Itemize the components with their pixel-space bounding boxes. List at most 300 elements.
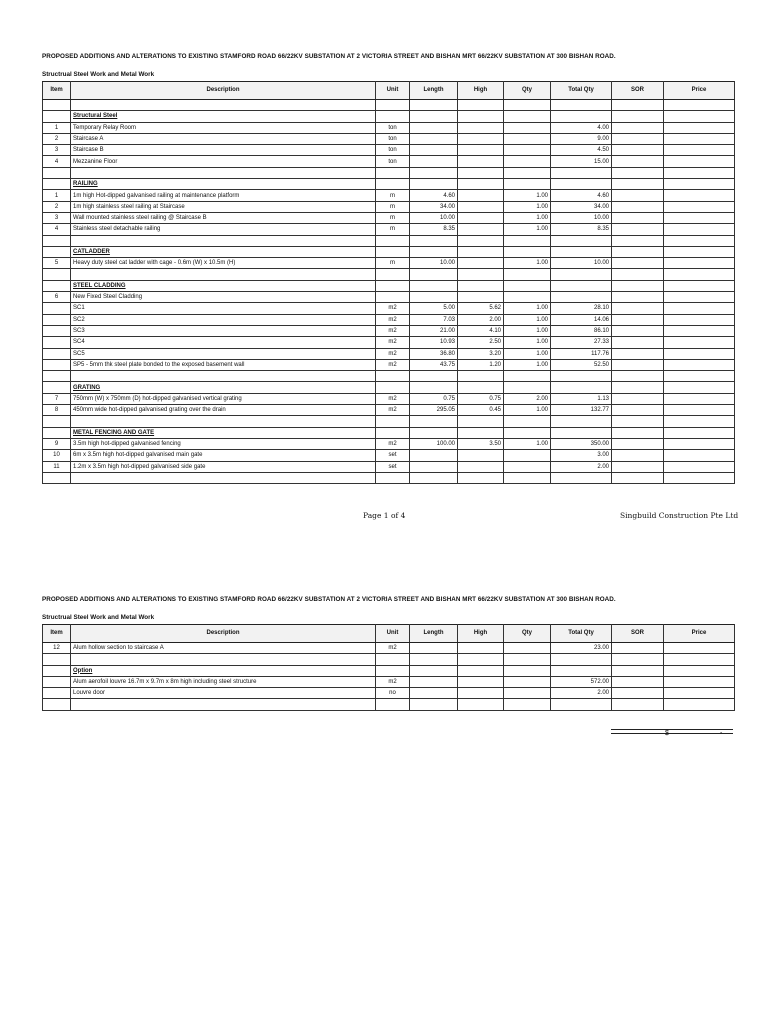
- cell-desc: 750mm (W) x 750mm (D) hot-dipped galvanised vertical grating: [71, 393, 376, 404]
- cell-empty: [612, 145, 664, 156]
- cell-high: [458, 472, 504, 483]
- cell-empty: [612, 212, 664, 223]
- cell-empty: [612, 280, 664, 291]
- cell-unit: [376, 416, 410, 427]
- cell-qty: [504, 688, 551, 699]
- cell-empty: [664, 688, 735, 699]
- table-body: [43, 643, 735, 711]
- cell-length: [410, 100, 458, 111]
- cell-unit: ton: [376, 145, 410, 156]
- grand-total-value: -: [720, 730, 723, 737]
- cell-length: [410, 280, 458, 291]
- cell-high: [458, 382, 504, 393]
- table-row: [43, 258, 735, 269]
- cell-total: 117.76: [551, 348, 612, 359]
- table-row: [43, 201, 735, 212]
- cell-desc: Heavy duty steel cat ladder with cage - 0.6m (W) x 10.5m (H): [71, 258, 376, 269]
- cell-item: 2: [43, 201, 71, 212]
- cell-qty: 1.00: [504, 348, 551, 359]
- cell-empty: [612, 416, 664, 427]
- table-row: [43, 280, 735, 291]
- cell-unit: m2: [376, 303, 410, 314]
- cell-desc: [71, 699, 376, 710]
- cell-item: [43, 472, 71, 483]
- cell-high: [458, 122, 504, 133]
- cell-item: 12: [43, 643, 71, 654]
- cell-qty: [504, 100, 551, 111]
- cell-unit: [376, 179, 410, 190]
- cell-qty: 1.00: [504, 405, 551, 416]
- cell-length: [410, 156, 458, 167]
- cell-desc: Option: [71, 665, 376, 676]
- cell-length: [410, 699, 458, 710]
- cell-unit: m2: [376, 438, 410, 449]
- cell-total: [551, 269, 612, 280]
- cell-empty: [664, 393, 735, 404]
- cell-total: 4.60: [551, 190, 612, 201]
- cell-empty: [612, 405, 664, 416]
- cell-high: [458, 156, 504, 167]
- cell-total: 10.00: [551, 212, 612, 223]
- cell-unit: set: [376, 450, 410, 461]
- cell-length: 10.00: [410, 212, 458, 223]
- cell-qty: 1.00: [504, 212, 551, 223]
- cell-length: [410, 382, 458, 393]
- cell-unit: [376, 235, 410, 246]
- cell-unit: [376, 665, 410, 676]
- project-title: PROPOSED ADDITIONS AND ALTERATIONS TO EXISTING STAMFORD ROAD 66/22KV SUBSTATION AT 2 VICTORIA STREET AND BISHAN MRT 66/22KV SUBSTATION AT 300 BISHAN ROAD.: [42, 53, 616, 60]
- cell-total: [551, 699, 612, 710]
- cell-desc: [71, 100, 376, 111]
- table-row: [43, 145, 735, 156]
- cell-empty: [612, 269, 664, 280]
- cell-unit: m2: [376, 337, 410, 348]
- table-row: [43, 699, 735, 710]
- cell-item: [43, 348, 71, 359]
- cell-unit: m: [376, 190, 410, 201]
- cell-empty: [664, 676, 735, 687]
- cell-unit: [376, 280, 410, 291]
- cell-total: 350.00: [551, 438, 612, 449]
- cell-total: 52.50: [551, 359, 612, 370]
- page-number: Page 1 of 4: [363, 511, 406, 520]
- cell-desc: 450mm wide hot-dipped galvanised grating over the drain: [71, 405, 376, 416]
- cell-total: 132.77: [551, 405, 612, 416]
- cell-empty: [612, 654, 664, 665]
- cell-high: 1.20: [458, 359, 504, 370]
- column-header: Unit: [376, 625, 410, 643]
- cell-unit: [376, 167, 410, 178]
- cell-item: [43, 314, 71, 325]
- cell-unit: m2: [376, 676, 410, 687]
- cell-unit: m2: [376, 348, 410, 359]
- cell-high: 4.10: [458, 325, 504, 336]
- cell-item: [43, 416, 71, 427]
- cell-qty: [504, 382, 551, 393]
- cell-unit: [376, 382, 410, 393]
- cell-qty: 1.00: [504, 258, 551, 269]
- cell-empty: [664, 371, 735, 382]
- cell-item: 4: [43, 156, 71, 167]
- cell-total: [551, 382, 612, 393]
- cell-qty: [504, 179, 551, 190]
- cell-desc: Mezzanine Floor: [71, 156, 376, 167]
- cell-qty: [504, 699, 551, 710]
- cell-item: [43, 269, 71, 280]
- cell-item: [43, 111, 71, 122]
- cell-total: 23.00: [551, 643, 612, 654]
- cell-qty: [504, 371, 551, 382]
- cell-desc: New Fixed Steel Cladding: [71, 292, 376, 303]
- cell-length: 5.00: [410, 303, 458, 314]
- cell-empty: [612, 179, 664, 190]
- cell-item: 8: [43, 405, 71, 416]
- cell-high: [458, 201, 504, 212]
- column-header: Length: [410, 625, 458, 643]
- cell-total: 1.13: [551, 393, 612, 404]
- cell-empty: [664, 699, 735, 710]
- cell-desc: 1.2m x 3.5m high hot-dipped galvanised side gate: [71, 461, 376, 472]
- cell-empty: [612, 643, 664, 654]
- cell-qty: [504, 133, 551, 144]
- cell-length: [410, 246, 458, 257]
- cell-item: [43, 688, 71, 699]
- cell-high: [458, 450, 504, 461]
- cell-length: 295.05: [410, 405, 458, 416]
- cell-unit: no: [376, 688, 410, 699]
- cell-total: 4.50: [551, 145, 612, 156]
- cell-item: [43, 699, 71, 710]
- cell-high: [458, 269, 504, 280]
- cell-length: [410, 269, 458, 280]
- cell-length: 100.00: [410, 438, 458, 449]
- cell-high: 3.20: [458, 348, 504, 359]
- table-row: [43, 450, 735, 461]
- cell-qty: [504, 280, 551, 291]
- cell-high: [458, 246, 504, 257]
- column-header: Description: [71, 625, 376, 643]
- cell-item: [43, 100, 71, 111]
- cell-empty: [612, 699, 664, 710]
- table-body: [43, 100, 735, 484]
- cell-qty: [504, 461, 551, 472]
- cell-empty: [612, 133, 664, 144]
- table-row: [43, 246, 735, 257]
- cell-length: [410, 122, 458, 133]
- table-row: [43, 314, 735, 325]
- cell-item: 3: [43, 212, 71, 223]
- cell-high: [458, 676, 504, 687]
- table-row: [43, 235, 735, 246]
- cell-total: [551, 246, 612, 257]
- cell-empty: [664, 643, 735, 654]
- cell-desc: SC4: [71, 337, 376, 348]
- cell-empty: [664, 654, 735, 665]
- cell-desc: [71, 371, 376, 382]
- cell-item: 9: [43, 438, 71, 449]
- cell-high: [458, 699, 504, 710]
- cell-total: 9.00: [551, 133, 612, 144]
- cell-empty: [664, 472, 735, 483]
- cell-desc: SC2: [71, 314, 376, 325]
- cell-item: [43, 676, 71, 687]
- cell-total: 2.00: [551, 688, 612, 699]
- cell-item: 10: [43, 450, 71, 461]
- cell-desc: Alum aerofoil louvre 16.7m x 9.7m x 8m high including steel structure: [71, 676, 376, 687]
- column-header: SOR: [612, 625, 664, 643]
- cell-total: 572.00: [551, 676, 612, 687]
- cell-high: [458, 461, 504, 472]
- cell-unit: [376, 427, 410, 438]
- cell-empty: [664, 382, 735, 393]
- cell-desc: Staircase B: [71, 145, 376, 156]
- cell-empty: [664, 111, 735, 122]
- cell-length: 36.80: [410, 348, 458, 359]
- cell-length: [410, 179, 458, 190]
- cell-desc: Temporary Relay Room: [71, 122, 376, 133]
- cell-empty: [612, 122, 664, 133]
- table-row: [43, 438, 735, 449]
- cell-empty: [612, 665, 664, 676]
- cell-total: [551, 179, 612, 190]
- cell-empty: [612, 393, 664, 404]
- boq-table-page-2: [42, 624, 735, 711]
- cell-high: [458, 190, 504, 201]
- cell-qty: [504, 111, 551, 122]
- cell-total: [551, 167, 612, 178]
- table-row: [43, 472, 735, 483]
- cell-total: 8.35: [551, 224, 612, 235]
- cell-desc: [71, 472, 376, 483]
- cell-unit: [376, 246, 410, 257]
- cell-unit: [376, 111, 410, 122]
- cell-qty: 1.00: [504, 325, 551, 336]
- table-row: [43, 654, 735, 665]
- cell-total: [551, 472, 612, 483]
- table-row: [43, 427, 735, 438]
- cell-empty: [664, 122, 735, 133]
- cell-high: [458, 688, 504, 699]
- cell-empty: [612, 461, 664, 472]
- project-title: PROPOSED ADDITIONS AND ALTERATIONS TO EXISTING STAMFORD ROAD 66/22KV SUBSTATION AT 2 VICTORIA STREET AND BISHAN MRT 66/22KV SUBSTATION AT 300 BISHAN ROAD.: [42, 596, 616, 603]
- cell-qty: [504, 416, 551, 427]
- cell-qty: [504, 156, 551, 167]
- cell-high: [458, 416, 504, 427]
- cell-desc: Structural Steel: [71, 111, 376, 122]
- cell-unit: ton: [376, 133, 410, 144]
- cell-qty: [504, 427, 551, 438]
- cell-unit: [376, 269, 410, 280]
- table-row: [43, 292, 735, 303]
- cell-empty: [612, 292, 664, 303]
- cell-high: 5.62: [458, 303, 504, 314]
- table-row: [43, 100, 735, 111]
- column-header: Qty: [504, 82, 551, 100]
- section-title: Structrual Steel Work and Metal Work: [42, 71, 155, 78]
- cell-unit: [376, 371, 410, 382]
- table-row: [43, 359, 735, 370]
- cell-qty: [504, 292, 551, 303]
- cell-empty: [612, 156, 664, 167]
- table-row: [43, 224, 735, 235]
- boq-table-page-1: [42, 81, 735, 484]
- cell-empty: [664, 100, 735, 111]
- cell-length: [410, 427, 458, 438]
- table-row: [43, 405, 735, 416]
- table-row: [43, 348, 735, 359]
- cell-length: [410, 450, 458, 461]
- cell-qty: 1.00: [504, 359, 551, 370]
- table-header: [43, 82, 735, 100]
- cell-high: [458, 179, 504, 190]
- cell-total: [551, 416, 612, 427]
- cell-total: 10.00: [551, 258, 612, 269]
- cell-empty: [612, 303, 664, 314]
- cell-item: 1: [43, 190, 71, 201]
- cell-item: 11: [43, 461, 71, 472]
- cell-total: [551, 427, 612, 438]
- cell-qty: 1.00: [504, 314, 551, 325]
- cell-unit: m2: [376, 405, 410, 416]
- table-row: [43, 179, 735, 190]
- cell-total: 14.06: [551, 314, 612, 325]
- cell-qty: [504, 145, 551, 156]
- table-row: [43, 382, 735, 393]
- cell-item: [43, 382, 71, 393]
- cell-empty: [612, 111, 664, 122]
- cell-unit: [376, 699, 410, 710]
- cell-desc: 1m high Hot-dipped galvanised railing at maintenance platform: [71, 190, 376, 201]
- table-row: [43, 461, 735, 472]
- cell-empty: [664, 258, 735, 269]
- cell-length: [410, 654, 458, 665]
- column-header: Total Qty: [551, 82, 612, 100]
- cell-length: 34.00: [410, 201, 458, 212]
- cell-length: [410, 371, 458, 382]
- table-row: [43, 212, 735, 223]
- cell-qty: [504, 676, 551, 687]
- cell-high: [458, 111, 504, 122]
- table-row: [43, 416, 735, 427]
- cell-high: [458, 654, 504, 665]
- cell-empty: [612, 371, 664, 382]
- column-header: Price: [664, 82, 735, 100]
- cell-desc: [71, 416, 376, 427]
- cell-empty: [612, 325, 664, 336]
- table-row: [43, 111, 735, 122]
- cell-length: [410, 688, 458, 699]
- cell-length: [410, 133, 458, 144]
- company-name: Singbuild Construction Pte Ltd: [620, 511, 739, 520]
- cell-high: [458, 167, 504, 178]
- cell-empty: [664, 145, 735, 156]
- cell-high: [458, 643, 504, 654]
- cell-item: [43, 167, 71, 178]
- cell-qty: 1.00: [504, 438, 551, 449]
- column-header: SOR: [612, 82, 664, 100]
- table-row: [43, 643, 735, 654]
- cell-empty: [612, 224, 664, 235]
- cell-total: [551, 111, 612, 122]
- cell-qty: 1.00: [504, 337, 551, 348]
- cell-total: [551, 654, 612, 665]
- cell-high: [458, 145, 504, 156]
- table-row: [43, 665, 735, 676]
- cell-empty: [664, 416, 735, 427]
- cell-empty: [664, 427, 735, 438]
- cell-empty: [664, 269, 735, 280]
- cell-empty: [612, 190, 664, 201]
- cell-unit: m2: [376, 314, 410, 325]
- column-header: Length: [410, 82, 458, 100]
- cell-total: [551, 371, 612, 382]
- cell-high: [458, 100, 504, 111]
- cell-qty: [504, 246, 551, 257]
- column-header: Item: [43, 625, 71, 643]
- cell-high: [458, 280, 504, 291]
- cell-length: [410, 665, 458, 676]
- cell-desc: 3.5m high hot-dipped galvanised fencing: [71, 438, 376, 449]
- cell-length: 4.60: [410, 190, 458, 201]
- cell-length: [410, 292, 458, 303]
- grand-total-currency: $: [665, 730, 669, 737]
- cell-empty: [612, 348, 664, 359]
- cell-length: [410, 461, 458, 472]
- cell-unit: set: [376, 461, 410, 472]
- column-header: Item: [43, 82, 71, 100]
- cell-desc: SC5: [71, 348, 376, 359]
- cell-total: [551, 665, 612, 676]
- cell-empty: [664, 133, 735, 144]
- cell-desc: SP5 - 5mm thk steel plate bonded to the exposed basement wall: [71, 359, 376, 370]
- cell-total: 86.10: [551, 325, 612, 336]
- cell-empty: [664, 303, 735, 314]
- cell-qty: [504, 122, 551, 133]
- cell-length: [410, 676, 458, 687]
- cell-empty: [612, 472, 664, 483]
- cell-high: 2.00: [458, 314, 504, 325]
- cell-unit: m2: [376, 393, 410, 404]
- cell-empty: [664, 348, 735, 359]
- cell-unit: m: [376, 224, 410, 235]
- cell-item: [43, 303, 71, 314]
- cell-item: 4: [43, 224, 71, 235]
- column-header: Unit: [376, 82, 410, 100]
- cell-total: [551, 235, 612, 246]
- cell-empty: [612, 246, 664, 257]
- cell-empty: [612, 382, 664, 393]
- cell-unit: [376, 472, 410, 483]
- cell-desc: Wall mounted stainless steel railing @ Staircase B: [71, 212, 376, 223]
- cell-total: 3.00: [551, 450, 612, 461]
- cell-item: [43, 359, 71, 370]
- table-row: [43, 303, 735, 314]
- table-row: [43, 676, 735, 687]
- cell-empty: [612, 438, 664, 449]
- cell-item: 6: [43, 292, 71, 303]
- cell-high: 0.75: [458, 393, 504, 404]
- cell-unit: ton: [376, 122, 410, 133]
- cell-empty: [612, 427, 664, 438]
- cell-high: [458, 133, 504, 144]
- cell-item: 5: [43, 258, 71, 269]
- cell-high: [458, 258, 504, 269]
- cell-qty: [504, 450, 551, 461]
- cell-empty: [664, 235, 735, 246]
- cell-empty: [612, 688, 664, 699]
- cell-qty: [504, 654, 551, 665]
- cell-item: [43, 371, 71, 382]
